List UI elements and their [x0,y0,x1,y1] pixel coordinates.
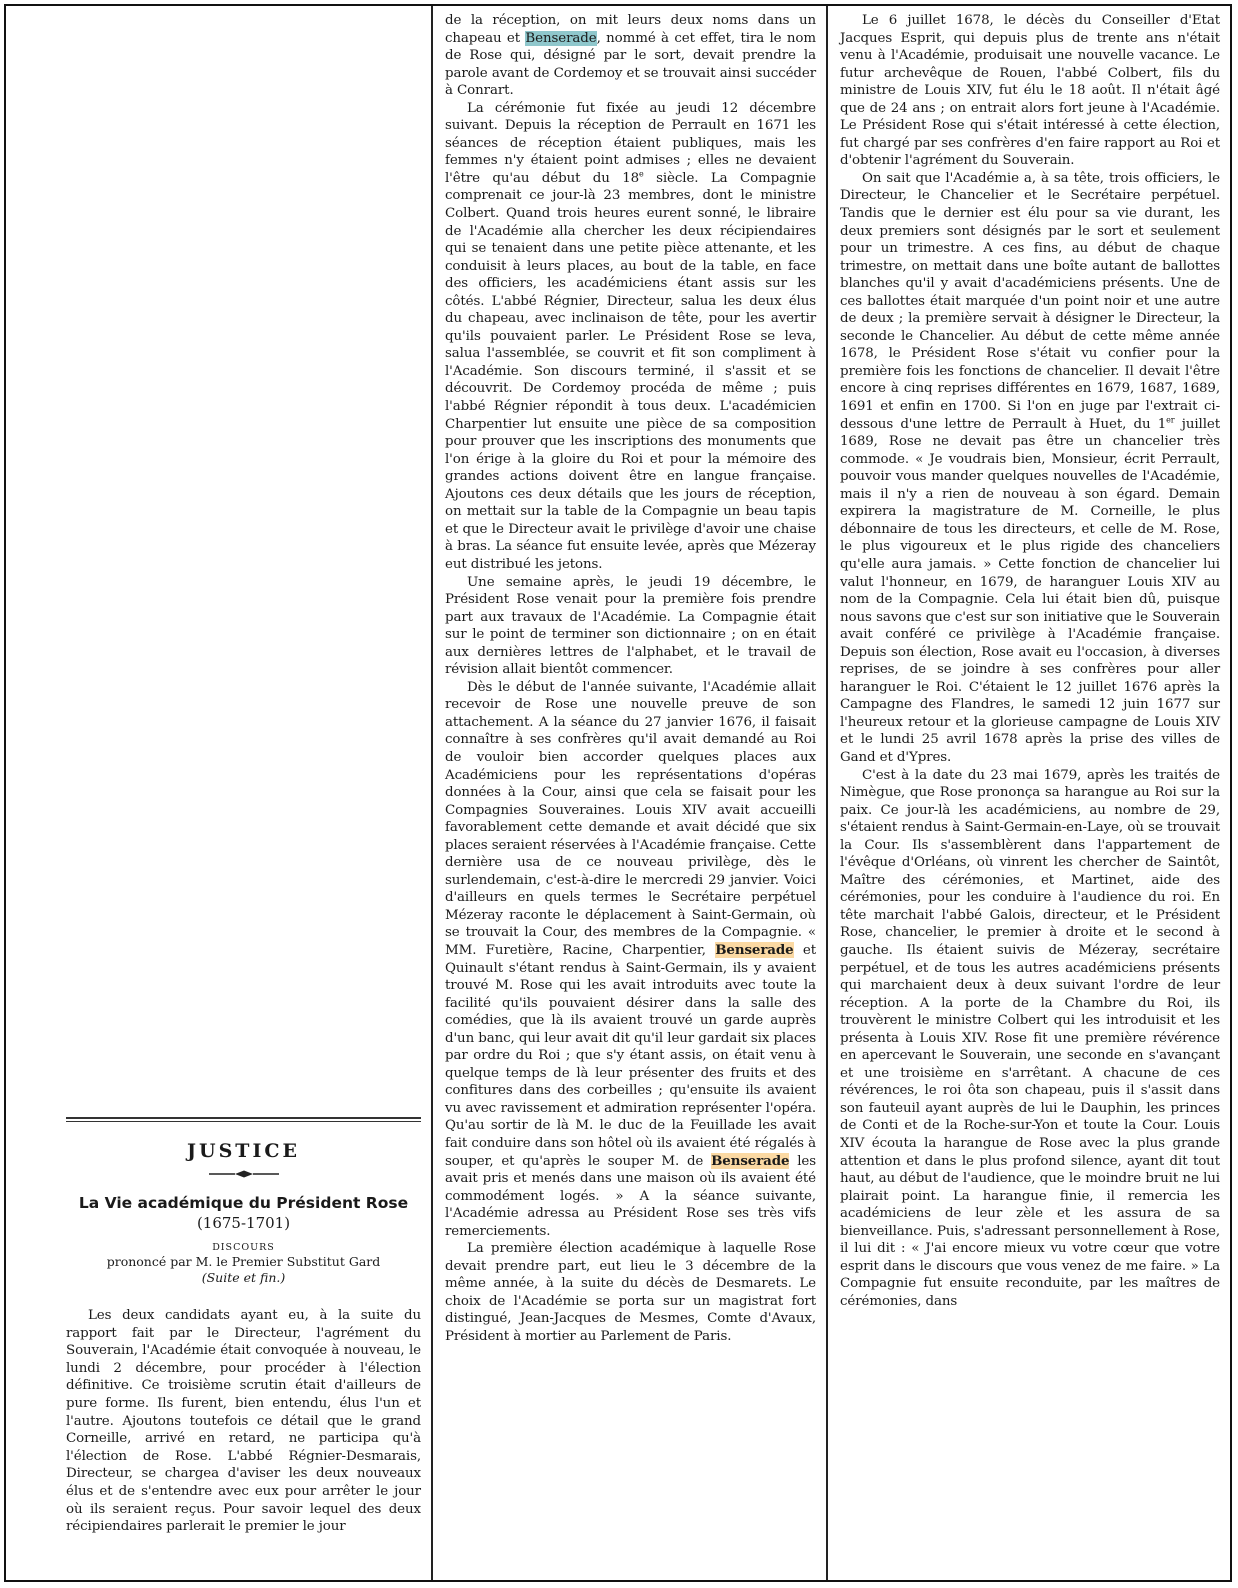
newspaper-page [4,4,1232,1582]
text-run: Dès le début de l'année suivante, l'Académie allait recevoir de Rose une nouvelle preuve de son attachement. A la séance du 27 janvier 1676, il faisait connaître à ses confrères qu'il avait demandé au Roi de vouloir bien accorder quelques places aux Académiciens pour les représentations d'opéras données à la Cour, ainsi que cela se faisait pour les Compagnies Souveraines. Louis XIV avait accueilli favorablement cette demande et avait décidé que six places seraient réservées à l'Académie française. Cette dernière usa de ce nouveau privilège, dès le surlendemain, c'est-à-dire le mercredi 29 janvier. Voici d'ailleurs en quels termes le Secrétaire perpétuel Mézeray raconte le déplacement à Saint-Germain, où se trouvait la Cour, des membres de la Compagnie. « MM. Furetière, Racine, Charpentier, [445,679,816,958]
superscript: e [639,169,644,179]
article-kicker: DISCOURS [212,1242,275,1253]
text-run: et Quinault s'étant rendus à Saint-Germain, ils y avaient trouvé M. Rose qui les avait introduits avec toute la facilité qu'ils pouvaient désirer dans la salle des comédies, que là ils avaient trouvé un garde auprès d'un banc, qui leur avait dit qu'il leur gardait six places par ordre du Roi ; que s'y étant assis, on était venu à quelque temps de là leur présenter des fruits et des confitures dans des corbeilles ; qu'ensuite ils avaient vu avec ravissement et admiration représenter l'opéra. Qu'au sortir de là M. le duc de la Feuillade les avait fait conduire dans son hôtel où ils avaient été régalés à souper, et qu'après le souper M. de [445,942,816,1169]
column-left [6,6,431,1580]
text-run: de la réception, on mit leurs deux noms dans un chapeau et [445,13,816,46]
paragraph: Le 6 juillet 1678, le décès du Conseiller d'Etat Jacques Esprit, qui depuis plus de trente ans n'était venu à l'Académie, produisait une nouvelle vacance. Le futur archevêque de Rouen, l'abbé Colbert, fils du ministre de Louis XIV, fut élu le 18 août. Il n'était âgé que de 24 ans ; on entrait alors fort jeune à l'Académie. Le Président Rose qui s'était intéressé à cette élection, fut chargé par ses confrères d'en faire rapport au Roi et d'obtenir l'agrément du Souverain. [840,13,1220,169]
text-run: La cérémonie fut fixée au jeudi 12 décembre suivant. Depuis la réception de Perrault en 1671 les séances de réception étaient publiques, mais les femmes n'y étaient point admises ; elles ne devaient l'être qu'au début du 18 [445,100,816,186]
superscript: er [1166,415,1175,425]
text-run: , nommé à cet effet, tira le nom de Rose qui, désigné par le sort, devait prendre la parole avant de Cordemoy et se trouvait ainsi succéder à Conrart. [445,30,816,99]
paragraph: La première élection académique à laquelle Rose devait prendre part, eut lieu le 3 décembre de la même année, à la suite du décès de Desmarets. Le choix de l'Académie se porta sur un magistrat fort distingué, Jean-Jacques de Mesmes, Comte d'Avaux, Président à mortier au Parlement de Paris. [445,1241,816,1345]
article-paragraph: Les deux candidats ayant eu, à la suite du rapport fait par le Directeur, l'agrément du Souverain, l'Académie était convoquée à nouveau, le lundi 2 décembre, pour procéder à l'élection définitive. Ce troisième scrutin était d'ailleurs de pure forme. Ils furent, bien entendu, élus l'un et l'autre. Ajoutons toutefois ce détail que le grand Corneille, arrivé en retard, ne participa qu'à l'élection de Rose. L'abbé Régnier-Desmarais, Directeur, se chargea d'aviser les deux nouveaux élus et de s'entendre avec eux pour arrêter le jour où ils seraient reçus. Pour savoir lequel des deux récipiendaires parlerait le premier le jour [66,1308,421,1535]
paragraph [445,100,816,574]
article-continuation: (Suite et fin.) [201,1270,286,1285]
text-run: les avait pris et menés dans une maison où ils avaient été commodément logés. » A la séance suivante, l'Académie adressa au Président Rose ses très vifs remerciements. [445,1153,817,1239]
article-title: La Vie académique du Président Rose [78,1194,409,1212]
article-years: (1675-1701) [196,1214,291,1232]
paragraph [445,679,816,1241]
ornament-dash-icon [66,1163,421,1182]
text-run: On sait que l'Académie a, à sa tête, trois officiers, le Directeur, le Chancelier et le Secrétaire perpétuel. Tandis que le dernier est élu pour sa vie durant, les deux premiers sont désignés par le sort et seulement pour un trimestre. A ces fins, au début de chaque trimestre, on mettait dans une boîte autant de ballottes blanches qu'il y avait d'académiciens présents. Une de ces ballottes était marquée d'un point noir et une autre de deux ; la première servait à désigner le Directeur, la seconde le Chancelier. Au début de cette même année 1678, le Président Rose s'était vu confier pour la première fois les fonctions de chancelier. Il devait l'être encore à cinq reprises différentes en 1679, 1687, 1689, 1691 et enfin en 1700. Si l'on en juge par l'extrait ci-dessous d'une lettre de Perrault à Huet, du 1 [840,170,1220,432]
column-middle [433,6,826,1580]
section-heading: JUSTICE [187,1140,300,1162]
paragraph [445,12,816,100]
text-run: juillet 1689, Rose ne devait pas être un chancelier très commode. « Je voudrais bien, Monsieur, écrit Perrault, pouvoir vous mander quelques nouvelles de l'Académie, mais il n'y a rien de nouveau à son égard. Demain expirera la magistrature de M. Corneille, le plus débonnaire de tous les directeurs, et celle de M. Rose, le plus vigoureux et le plus rigide des chanceliers qu'elle aura jamais. » Cette fonction de chancelier lui valut l'honneur, en 1679, de haranguer Louis XIV au nom de la Compagnie. Cela lui était bien dû, puisque nous savons que c'est sur son initiative que le Souverain avait conféré ce privilège à l'Académie française. Depuis son élection, Rose avait eu l'occasion, à diverses reprises, de se joindre à ses confrères pour aller haranguer le Roi. C'étaient le 12 juillet 1676 après la Campagne des Flandres, le samedi 12 juin 1677 sur l'heureux retour et la glorieuse campagne de Louis XIV et le lundi 25 avril 1678 après la prise des villes de Gand et d'Ypres. [840,416,1220,765]
section-rule [66,1117,421,1122]
highlighted-name[interactable]: Benserade [715,941,794,958]
paragraph: C'est à la date du 23 mai 1679, après les traités de Nimègue, que Rose prononça sa harangue au Roi sur la paix. Ce jour-là les académiciens, au nombre de 29, s'étaient rendus à Saint-Germain-en-Laye, où se trouvait la Cour. Ils s'assemblèrent dans l'appartement de l'évêque d'Orléans, où vinrent les chercher de Saintôt, Maître des cérémonies, et Martinet, aide des cérémonies, pour les conduire à l'audience du roi. En tête marchait l'abbé Galois, directeur, et le Président Rose, chancelier, le premier à droite et le second à gauche. Ils étaient suivis de Mézeray, secrétaire perpétuel, et de tous les autres académiciens présents qui marchaient deux à deux suivant l'ordre de leur réception. A la porte de la Chambre du Roi, ils trouvèrent le ministre Colbert qui les introduisit et les présenta à Louis XIV. Rose fit une première révérence en apercevant le Souverain, une seconde en s'avançant et une troisième en s'arrêtant. A chacune de ces révérences, le roi ôta son chapeau, puis il s'assit dans son fauteuil ayant auprès de lui le Dauphin, les princes de Conti et de la Roche-sur-Yon et toute la Cour. Louis XIV écouta la harangue de Rose avec la plus grande attention et dans le plus profond silence, ayant dit tout haut, au début de l'audience, que le moindre bruit ne lui plairait point. La harangue finie, il remercia les académiciens de leur zèle et les assura de sa bienveillance. Puis, s'adressant personnellement à Rose, il lui dit : « J'ai encore mieux vu votre cœur que votre esprit dans le discours que vous venez de me faire. » La Compagnie fut ensuite reconduite, par les maîtres de cérémonies, dans [840,767,1220,1309]
justice-article-head [60,1117,429,1580]
paragraph: Une semaine après, le jeudi 19 décembre, le Président Rose venait pour la première fois prendre part aux travaux de l'Académie. La Compagnie était sur le point de terminer son dictionnaire ; on en était aux dernières lettres de l'alphabet, et le travail de révision allait bientôt commencer. [445,574,816,678]
text-run: siècle. La Compagnie comprenait ce jour-là 23 membres, dont le ministre Colbert. Quand trois heures eurent sonné, le libraire de l'Académie alla chercher les deux récipiendaires qui se tenaient dans une petite pièce attenante, et les conduisit à leurs places, au bout de la table, en face des officiers, les académiciens étant assis sur les côtés. L'abbé Régnier, Directeur, salua les deux élus du chapeau, avec inclinaison de tête, pour les avertir qu'ils pouvaient parler. Le Président Rose se leva, salua l'assemblée, se couvrit et fit son compliment à l'Académie. Son discours terminé, il s'assit et se découvrit. De Cordemoy procéda de même ; puis l'abbé Régnier répondit à tous deux. L'académicien Charpentier lut ensuite une pièce de sa composition pour prouver que les inscriptions des monuments que l'on érige à la gloire du Roi et pour la mémoire des grandes actions doivent être en langue française. Ajoutons ces deux détails que les jours de réception, on mettait sur la table de la Compagnie un beau tapis et que le Directeur avait le privilège d'avoir une chaise à bras. La séance fut ensuite levée, après que Mézeray eut distribué les jetons. [445,170,817,572]
paragraph [840,170,1220,767]
column-right [828,6,1230,1580]
highlighted-name[interactable]: Benserade [525,30,597,46]
article-byline: prononcé par M. le Premier Substitut Gard [106,1254,381,1269]
highlighted-name[interactable]: Benserade [711,1152,790,1169]
